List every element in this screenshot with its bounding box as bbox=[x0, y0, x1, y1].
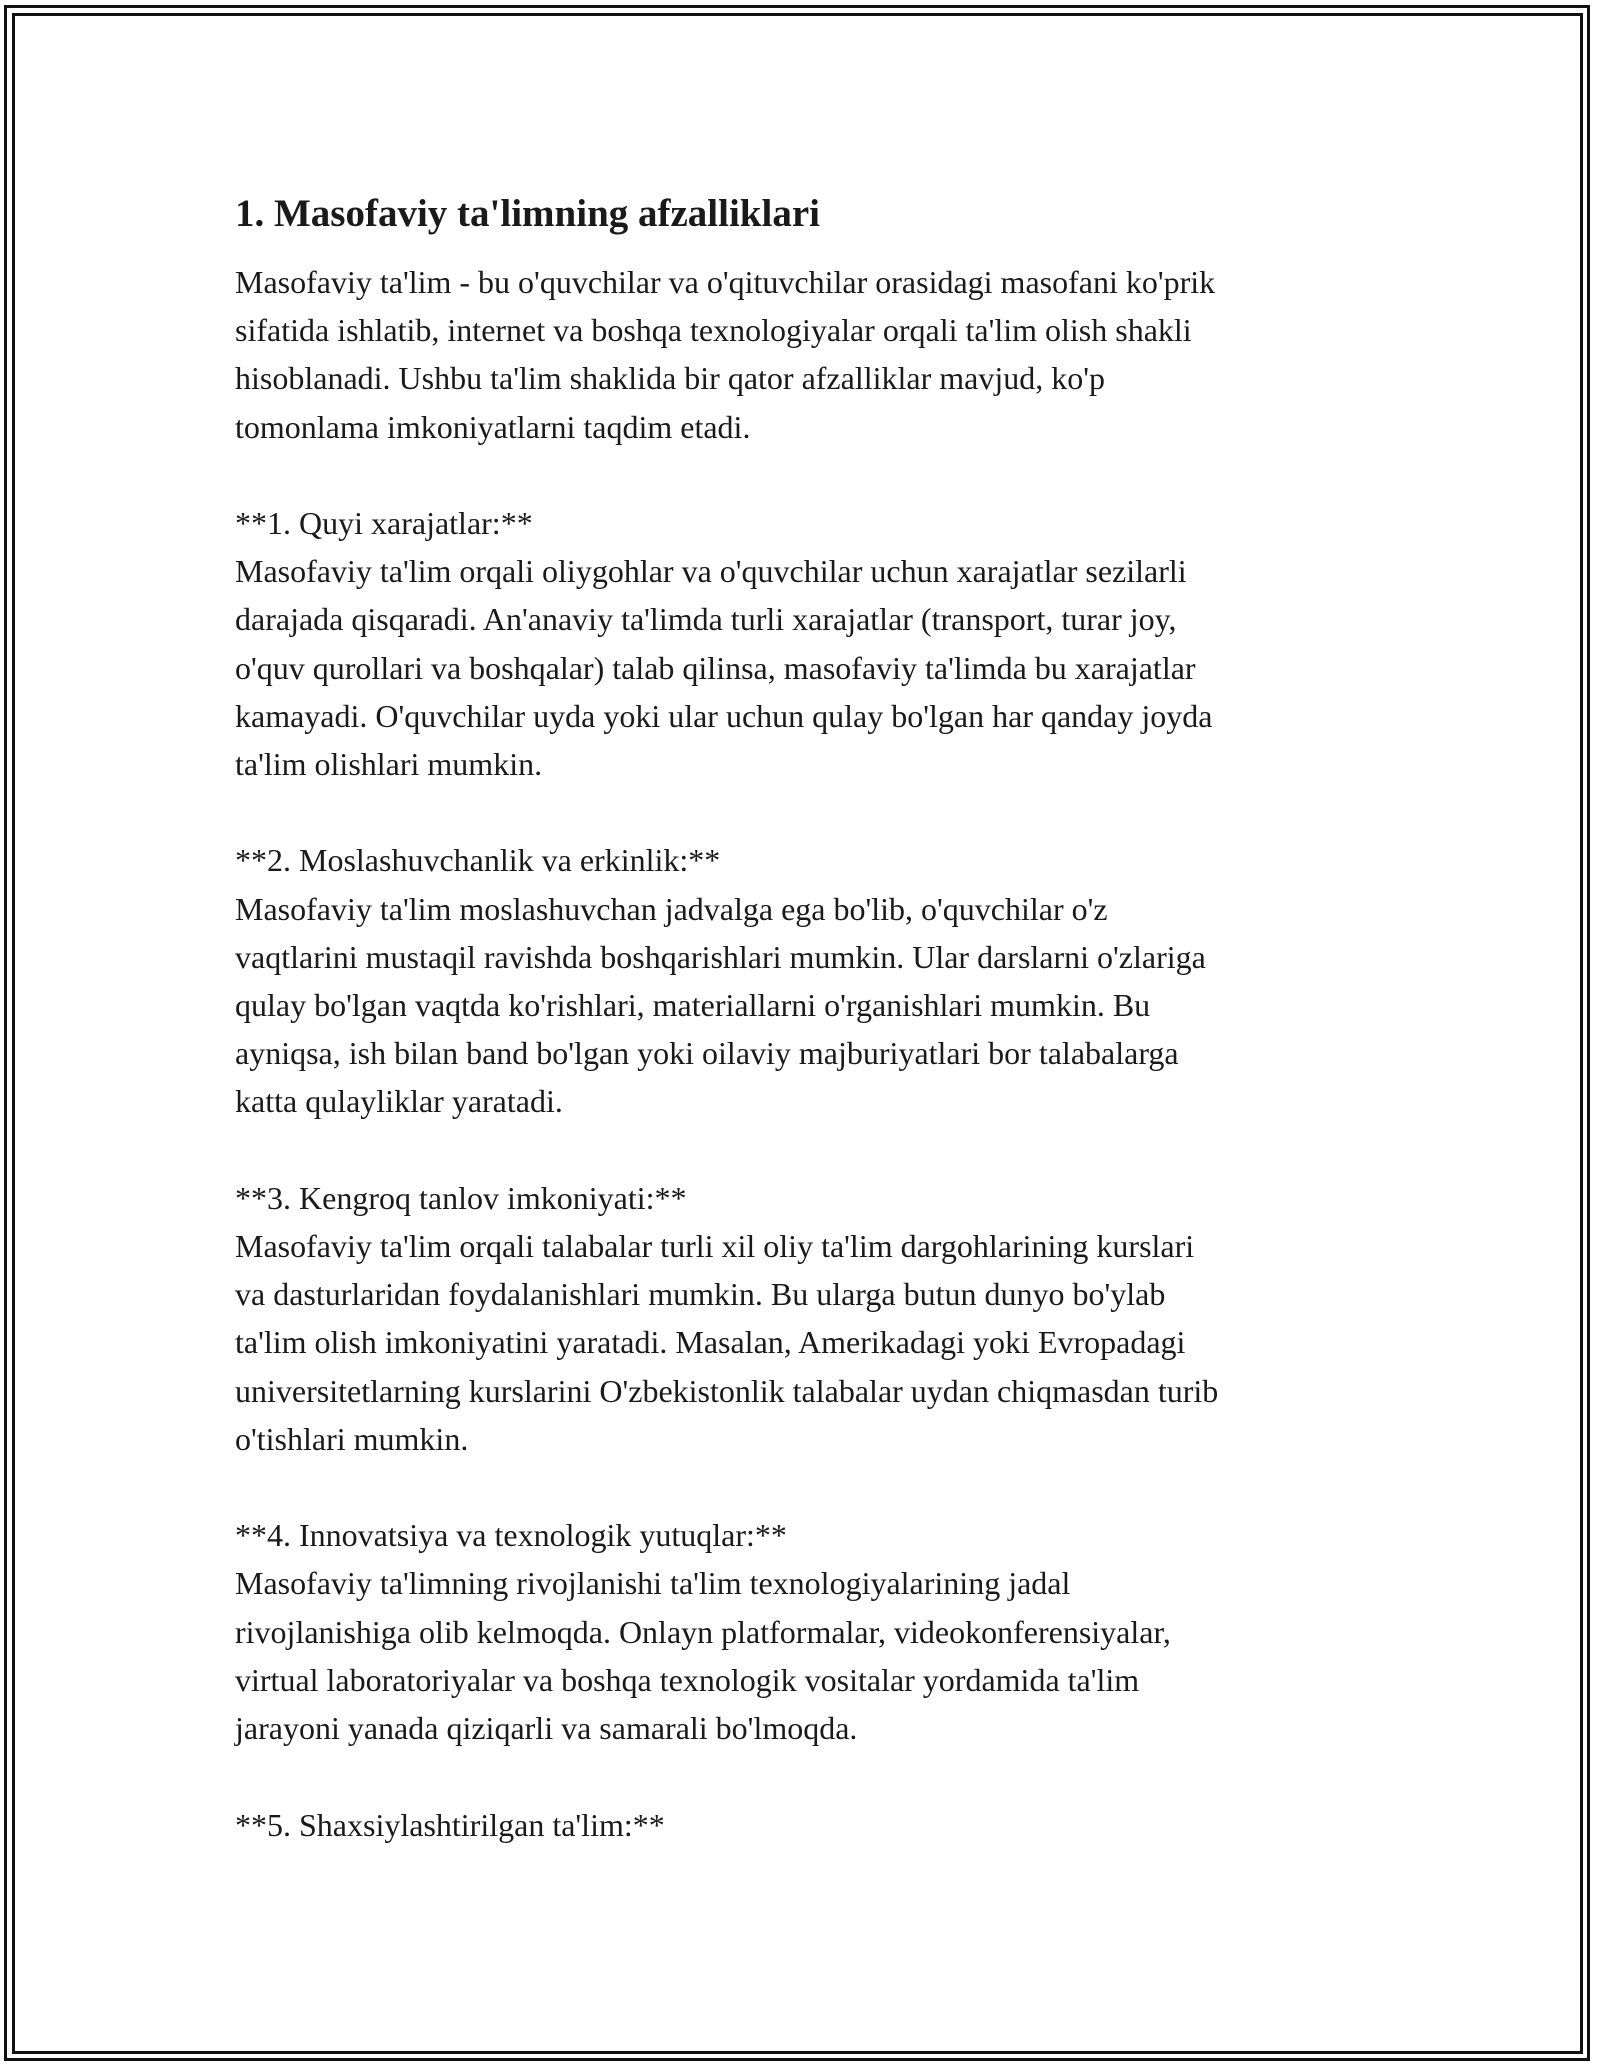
document-body: Masofaviy ta'lim - bu o'quvchilar va o'qituvchilar orasidagi masofani ko'prik sifatida ishlatib, internet va boshqa texnologiyalar orqali ta'lim olish shakli hisoblanadi. Ushbu ta'lim shaklida bir qator afzalliklar mavjud, ko'p tomonlama imkoniyatlarni taqdim etadi. **1. Quyi xarajatlar:** Masofaviy ta'lim orqali oliygohlar va o'quvchilar uchun xarajatlar sezilarli darajada qisqaradi. An'anaviy ta'limda turli xarajatlar (transport, turar joy, o'quv qurollari va boshqalar) talab qilinsa, masofaviy ta'limda bu xarajatlar kamayadi. O'quvchilar uyda yoki ular uchun qulay bo'lgan har qanday joyda ta'lim olishlari mumkin. **2. Moslashuvchanlik va erkinlik:** Masofaviy ta'lim moslashuvchan jadvalga ega bo'lib, o'quvchilar o'z vaqtlarini mustaqil ravishda boshqarishlari mumkin. Ular darslarni o'zlariga qulay bo'lgan vaqtda ko'rishlari, materiallarni o'rganishlari mumkin. Bu ayniqsa, ish bilan band bo'lgan yoki oilaviy majburiyatlari bor talabalarga katta qulayliklar yaratadi. **3. Kengroq tanlov imkoniyati:** Masofaviy ta'lim orqali talabalar turli xil oliy ta'lim dargohlarining kurslari va dasturlaridan foydalanishlari mumkin. Bu ularga butun dunyo bo'ylab ta'lim olish imkoniyatini yaratadi. Masalan, Amerikadagi yoki Evropadagi universitetlarning kurslarini O'zbekistonlik talabalar uydan chiqmasdan turib o'tishlari mumkin. **4. Innovatsiya va texnologik yutuqlar:** Masofaviy ta'limning rivojlanishi ta'lim texnologiyalarining jadal rivojlanishiga olib kelmoqda. Onlayn platformalar, videokonferensiyalar, virtual laboratoriyalar va boshqa texnologik vositalar yordamida ta'lim jarayoni yanada qiziqarli va samarali bo'lmoqda. **5. Shaxsiylashtirilgan ta'lim:** bbox=[235, 264, 1219, 1843]
document-title: 1. Masofaviy ta'limning afzalliklari bbox=[235, 192, 820, 235]
document-content bbox=[235, 186, 1385, 1849]
